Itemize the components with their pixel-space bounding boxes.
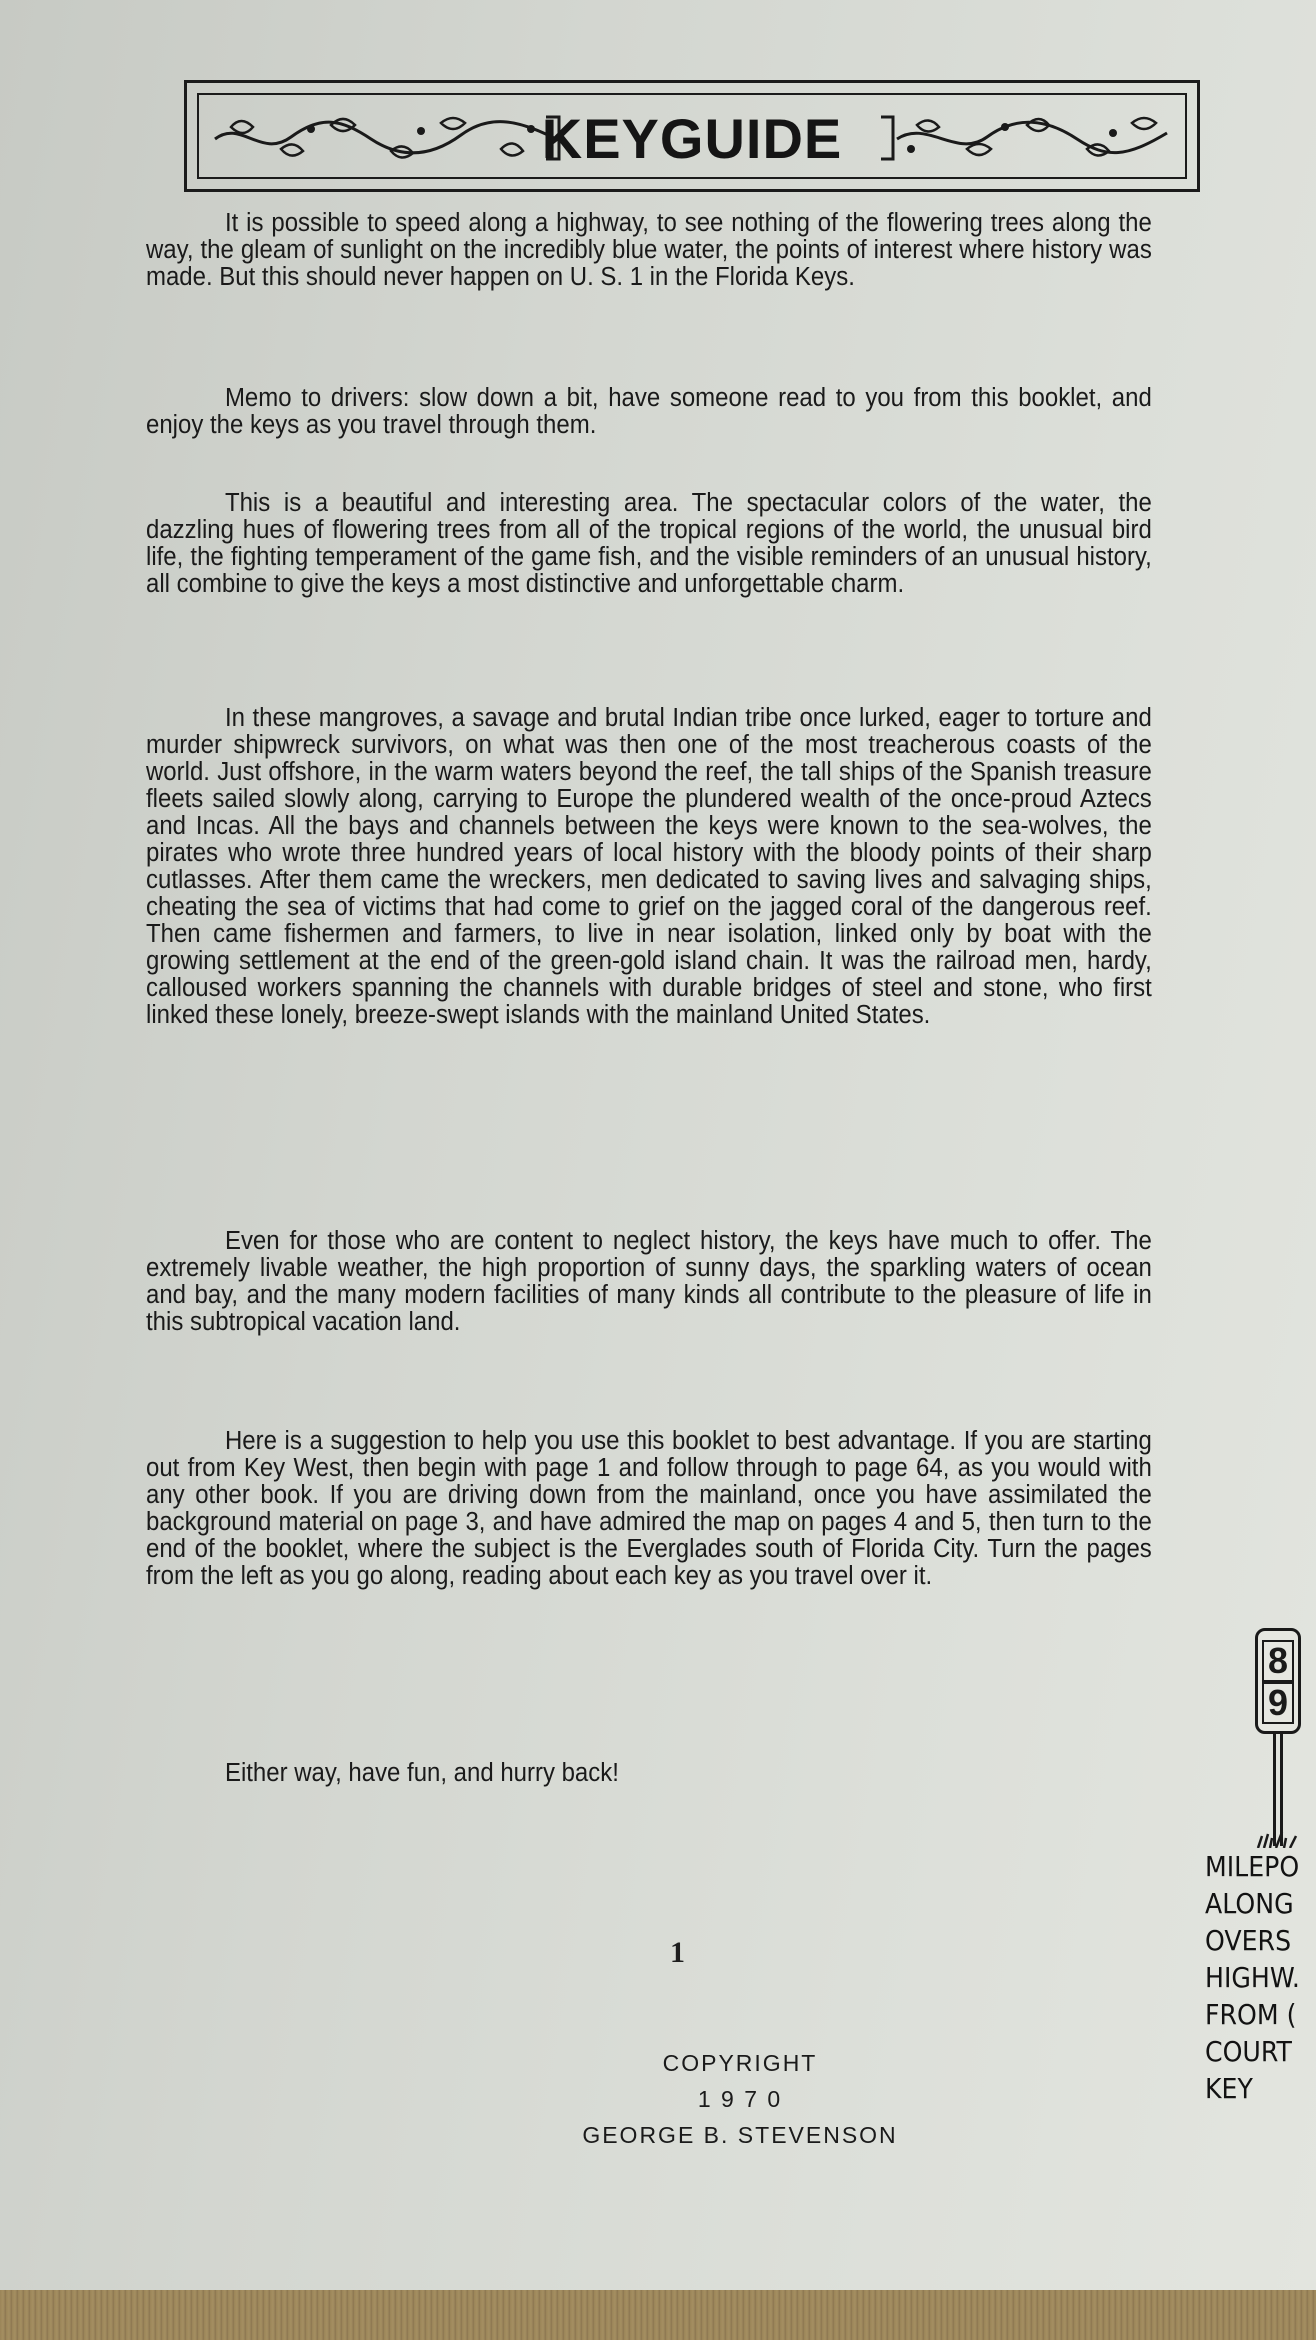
copyright-author: GEORGE B. STEVENSON bbox=[582, 2122, 898, 2148]
milepost-sign bbox=[1255, 1628, 1301, 1734]
milepost-digit-bottom: 9 bbox=[1262, 1682, 1294, 1724]
paragraph-offer: Even for those who are content to neglect history, the keys have much to offer. The extremely livable weather, the high proportion of sunny days, the sparkling waters of ocean and bay, and the many modern facilities of many kinds all contribute to the pleasure of life in this subtropical vacation land. bbox=[146, 1227, 1152, 1336]
paragraph-area: This is a beautiful and interesting area. The spectacular colors of the water, the dazzling hues of flowering trees from all of the tropical regions of the world, the unusual bird life, the fighting temperament of the game fish, and the visible reminders of an unusual history, all combine to give the keys a most distinctive and unforgettable charm. bbox=[146, 489, 1152, 598]
right-vine-ornament-icon bbox=[877, 109, 1173, 165]
paragraph-intro: It is possible to speed along a highway, to see nothing of the flowering trees along the way, the gleam of sunlight on the incredibly blue water, the points of interest where history was made. But this should never happen on U. S. 1 in the Florida Keys. bbox=[146, 209, 1152, 291]
paragraph-suggestion: Here is a suggestion to help you use this booklet to best advantage. If you are starting out from Key West, then begin with page 1 and follow through to page 64, as you would with any other book. If you are driving down from the mainland, once you have assimilated the background material on page 3, and have admired the map on pages 4 and 5, then turn to the end of the booklet, where the subject is the Everglades south of Florida City. Turn the pages from the left as you go along, reading about each key as you travel over it. bbox=[146, 1427, 1152, 1590]
milepost-pole bbox=[1273, 1734, 1283, 1846]
caption-line: COURT bbox=[1205, 2035, 1292, 2068]
caption-line: KEY bbox=[1205, 2072, 1253, 2105]
copyright-block bbox=[560, 2045, 920, 2153]
page-number: 1 bbox=[670, 1936, 685, 1969]
copyright-year: 1 9 7 0 bbox=[697, 2086, 783, 2112]
milepost-digit-top: 8 bbox=[1262, 1640, 1294, 1682]
caption-line: OVERS bbox=[1205, 1924, 1292, 1957]
table-surface bbox=[0, 2290, 1316, 2340]
caption-line: MILEPO bbox=[1205, 1850, 1300, 1883]
caption-line: ALONG bbox=[1205, 1887, 1294, 1920]
caption-line: FROM ( bbox=[1205, 1998, 1297, 2031]
paragraph-closing: Either way, have fun, and hurry back! bbox=[224, 1759, 619, 1787]
paragraph-history: In these mangroves, a savage and brutal Indian tribe once lurked, eager to torture and murder shipwreck survivors, on what was then one of the most treacherous coasts of the world. Just offshore, in the warm waters beyond the reef, the tall ships of the Spanish treasure fleets sailed slowly along, carrying to Europe the plundered wealth of the once-proud Aztecs and Incas. All the bays and channels between the keys were known to the sea-wolves, the pirates who wrote three hundred years of local history with the bloody points of their sharp cutlasses. After them came the wreckers, men dedicated to saving lives and salvaging ships, cheating the sea of victims that had come to grief on the jagged coral of the dangerous reef. Then came fishermen and farmers, to live in near isolation, linked only by boat with the growing settlement at the end of the green-gold island chain. It was the railroad men, hardy, calloused workers spanning the channels with durable bridges of steel and stone, who first linked these lonely, breeze-swept islands with the mainland United States. bbox=[146, 704, 1152, 1029]
milepost-caption bbox=[1205, 1848, 1316, 2107]
page-title: KEYGUIDE bbox=[541, 107, 843, 170]
milepost-illustration bbox=[1255, 1628, 1305, 1846]
grass-tuft-icon bbox=[1256, 1832, 1316, 1848]
copyright-label: COPYRIGHT bbox=[662, 2050, 818, 2076]
paragraph-memo: Memo to drivers: slow down a bit, have someone read to you from this booklet, and enjoy the keys as you travel through them. bbox=[146, 384, 1152, 439]
caption-line: HIGHW. bbox=[1205, 1961, 1300, 1994]
banner-inner-frame bbox=[197, 93, 1187, 179]
keyguide-banner bbox=[184, 80, 1200, 192]
